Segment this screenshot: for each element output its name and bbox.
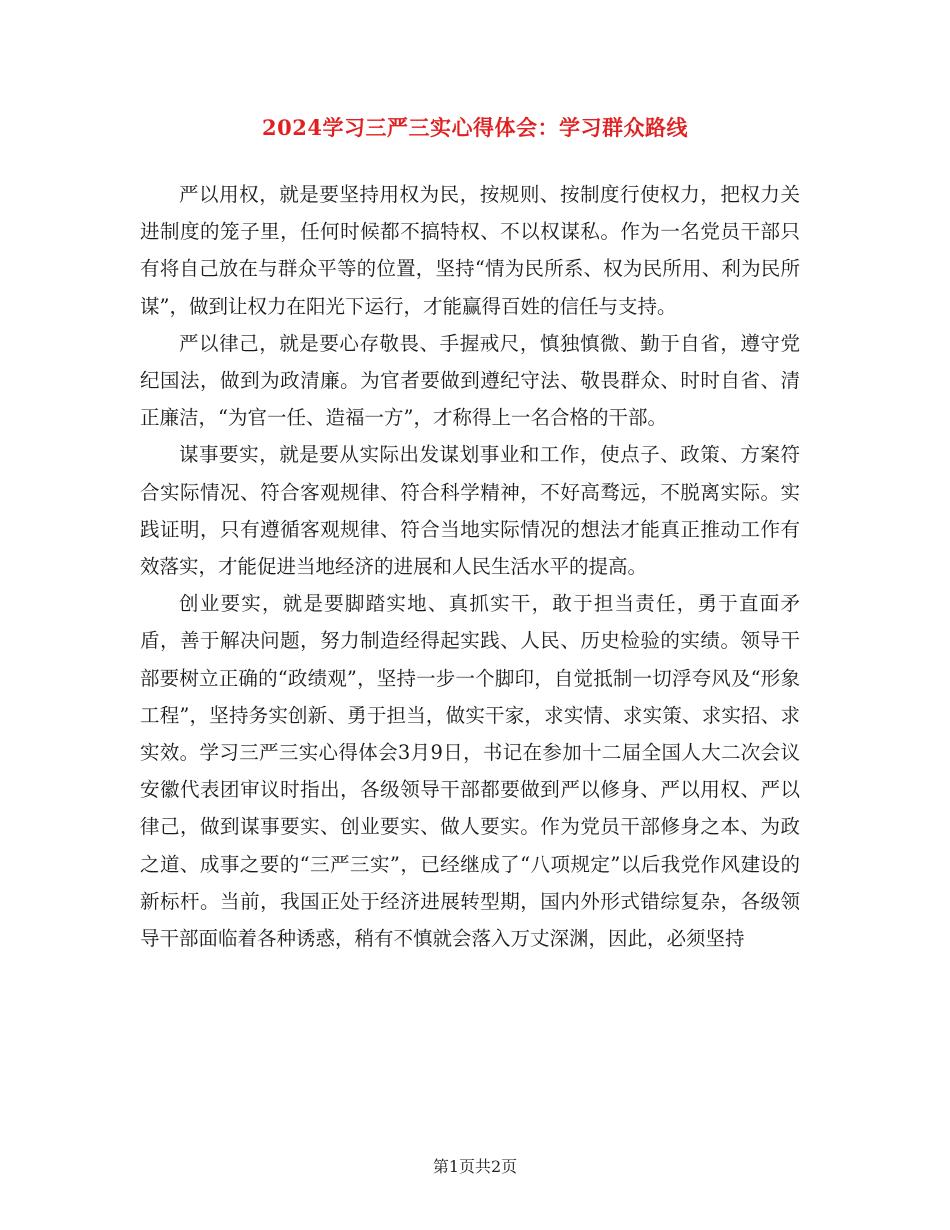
paragraph: 谋事要实，就是要从实际出发谋划事业和工作，使点子、政策、方案符合实际情况、符合客观规律、符合科学精神，不好高骛远，不脱离实际。实践证明，只有遵循客观规律、符合当地实际情况的想法才能真正推动工作有效落实，才能促进当地经济的进展和人民生活水平的提高。 <box>140 443 800 579</box>
paragraph: 创业要实，就是要脚踏实地、真抓实干，敢于担当责任，勇于直面矛盾，善于解决问题，努力制造经得起实践、人民、历史检验的实绩。领导干部要树立正确的“政绩观”，坚持一步一个脚印，自觉抵制一切浮夸风及“形象工程”，坚持务实创新、勇于担当，做实干家，求实情、求实策、求实招、求实效。学习三严三实心得体会3月9日，书记在参加十二届全国人大二次会议安徽代表团审议时指出，各级领导干部都要做到严以修身、严以用权、严以律己，做到谋事要实、创业要实、做人要实。作为党员干部修身之本、为政之道、成事之要的“三严三实”，已经继成了“八项规定”以后我党作风建设的新标杆。当前，我国正处于经济进展转型期，国内外形式错综复杂，各级领导干部面临着各种诱惑，稍有不慎就会落入万丈深渊，因此，必须坚持 <box>140 592 800 951</box>
document-body <box>140 176 800 957</box>
page-number: 第1页共2页 <box>432 1157 518 1176</box>
document-title: 2024学习三严三实心得体会：学习群众路线 <box>262 115 688 140</box>
paragraph: 严以用权，就是要坚持用权为民，按规则、按制度行使权力，把权力关进制度的笼子里，任何时候都不搞特权、不以权谋私。作为一名党员干部只有将自己放在与群众平等的位置，坚持“情为民所系、权为民所用、利为民所谋”，做到让权力在阳光下运行，才能赢得百姓的信任与支持。 <box>140 183 800 318</box>
paragraph: 严以律己，就是要心存敬畏、手握戒尺，慎独慎微、勤于自省，遵守党纪国法，做到为政清廉。为官者要做到遵纪守法、敬畏群众、时时自省、清正廉洁，“为官一任、造福一方”，才称得上一名合格的干部。 <box>140 331 800 430</box>
